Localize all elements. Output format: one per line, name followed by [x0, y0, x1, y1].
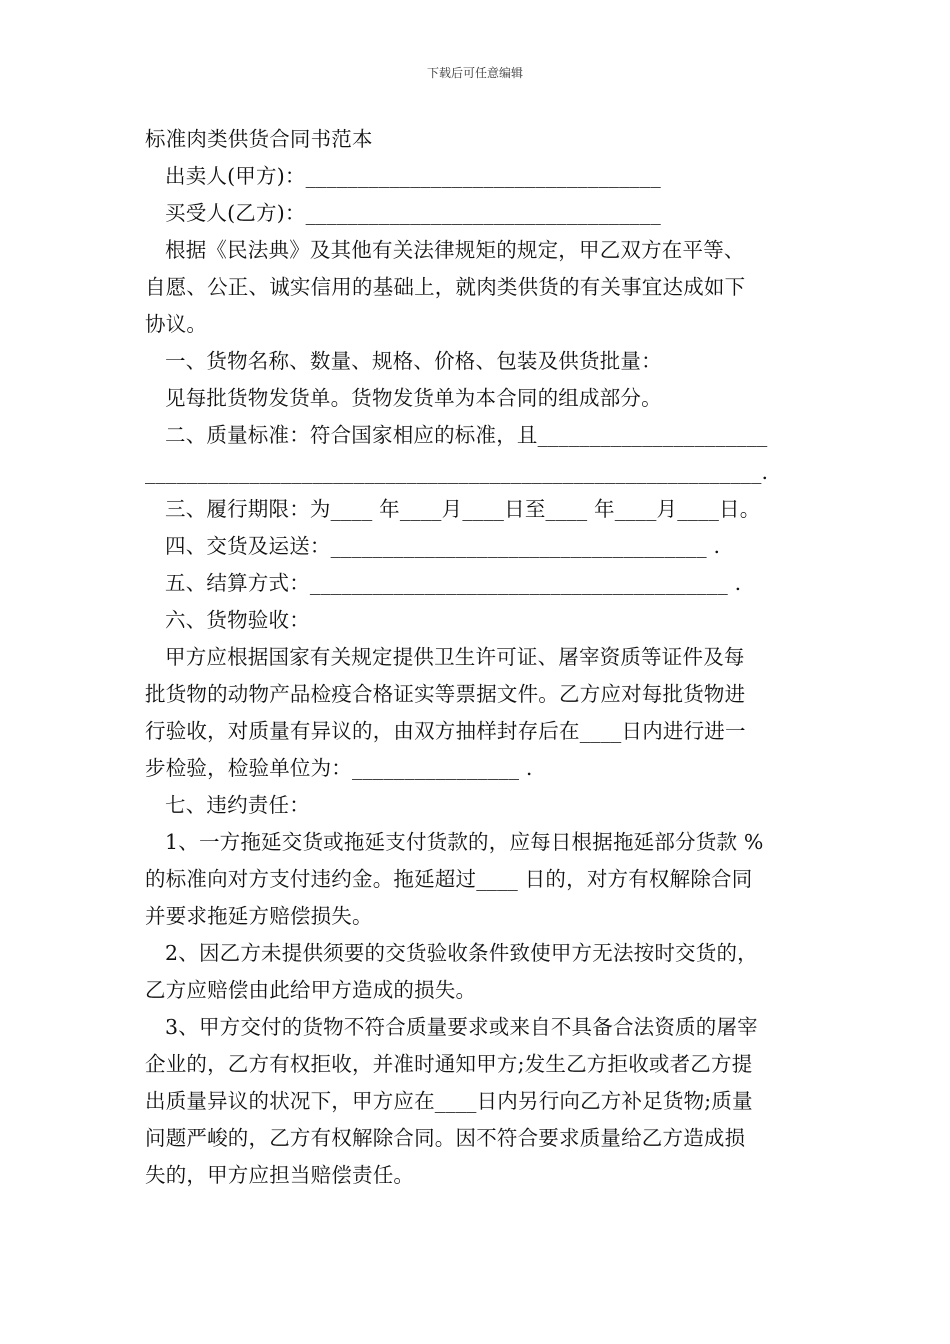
seller-line: 出卖人(甲方)：__________________________________	[165, 164, 661, 188]
section-7-title: 七、违约责任：	[165, 793, 310, 817]
section-7-p1-line: 并要求拖延方赔偿损失。	[145, 904, 373, 928]
section-7-p3-line: 企业的，乙方有权拒收，并准时通知甲方;发生乙方拒收或者乙方提	[145, 1052, 753, 1076]
page-header: 下载后可任意编辑	[426, 66, 523, 80]
section-6-line: 批货物的动物产品检疫合格证实等票据文件。乙方应对每批货物进	[145, 682, 746, 706]
section-7-p2-line: 乙方应赔偿由此给甲方造成的损失。	[145, 978, 477, 1002]
section-7-p1-line: 的标准向对方支付违约金。拖延超过____ 日的，对方有权解除合同	[145, 867, 753, 891]
document-body	[145, 124, 810, 1194]
section-1-body: 见每批货物发货单。货物发货单为本合同的组成部分。	[165, 386, 662, 410]
preamble-line: 协议。	[145, 312, 208, 336]
preamble-line: 根据《民法典》及其他有关法律规矩的规定，甲乙双方在平等、	[165, 238, 745, 262]
section-3-line: 三、履行期限：为____ 年____月____日至____ 年____月____日。	[165, 497, 761, 521]
section-7-p1-line: 1、一方拖延交货或拖延支付货款的，应每日根据拖延部分货款 %	[165, 830, 764, 854]
section-2-line: 二、质量标准：符合国家相应的标准，且______________________	[165, 423, 768, 447]
section-2-line: ___________________________________________________________.	[145, 460, 769, 484]
section-6-title: 六、货物验收：	[165, 608, 310, 632]
section-6-line: 步检验，检验单位为：________________ .	[145, 756, 533, 780]
section-7-p2-line: 2、因乙方未提供须要的交货验收条件致使甲方无法按时交货的，	[165, 941, 758, 965]
section-4-line: 四、交货及运送：____________________________________ .	[165, 534, 721, 558]
section-6-line: 行验收，对质量有异议的，由双方抽样封存后在____日内进行进一	[145, 719, 746, 743]
section-5-line: 五、结算方式：________________________________________ .	[165, 571, 742, 595]
section-7-p3-line: 出质量异议的状况下，甲方应在____日内另行向乙方补足货物;质量	[145, 1089, 753, 1113]
section-7-p3-line: 问题严峻的，乙方有权解除合同。因不符合要求质量给乙方造成损	[145, 1126, 746, 1150]
section-7-p3-line: 3、甲方交付的货物不符合质量要求或来自不具备合法资质的屠宰	[165, 1015, 758, 1039]
preamble-line: 自愿、公正、诚实信用的基础上，就肉类供货的有关事宜达成如下	[145, 275, 746, 299]
section-1-title: 一、货物名称、数量、规格、价格、包装及供货批量：	[165, 349, 662, 373]
document-title: 标准肉类供货合同书范本	[145, 127, 373, 151]
section-7-p3-line: 失的，甲方应担当赔偿责任。	[145, 1163, 415, 1187]
section-6-line: 甲方应根据国家有关规定提供卫生许可证、屠宰资质等证件及每	[165, 645, 745, 669]
buyer-line: 买受人(乙方)：__________________________________	[165, 201, 661, 225]
